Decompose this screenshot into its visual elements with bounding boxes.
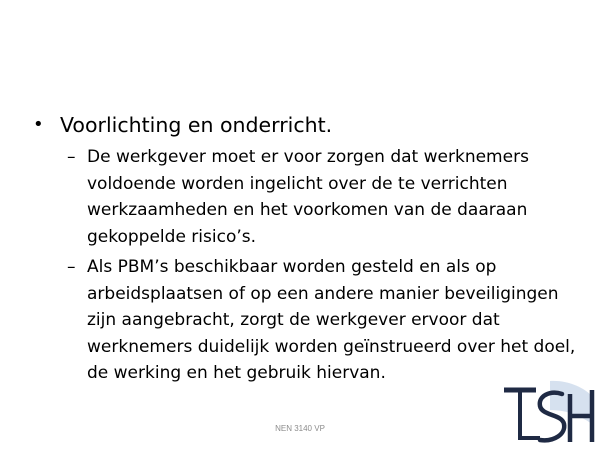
sub-bullet-text: De werkgever moet er voor zorgen dat werknemers voldoende worden ingelicht over de te verrichten werkzaamheden en het voorkomen van de daaraan gekoppelde risico’s. [87, 147, 529, 247]
sub-bullet-item [33, 254, 578, 387]
bullet-dot-icon: • [33, 114, 44, 135]
slide-footer: NEN 3140 VP [275, 424, 325, 433]
en-dash-icon: – [67, 257, 76, 277]
sub-bullet-text: Als PBM’s beschikbaar worden gesteld en als op arbeidsplaatsen of op een andere manier beveiligingen zijn aangebracht, zorgt de werkgever ervoor dat werknemers duidelijk worden geïnstrueerd over het doel, de werking en het gebruik hiervan. [87, 257, 576, 383]
bullet-item [33, 110, 578, 140]
sub-bullet-item [33, 144, 578, 250]
bullet-text: Voorlichting en onderricht. [60, 113, 333, 137]
slide-content [33, 110, 578, 391]
tsh-logo [496, 376, 600, 450]
en-dash-icon: – [67, 147, 76, 167]
